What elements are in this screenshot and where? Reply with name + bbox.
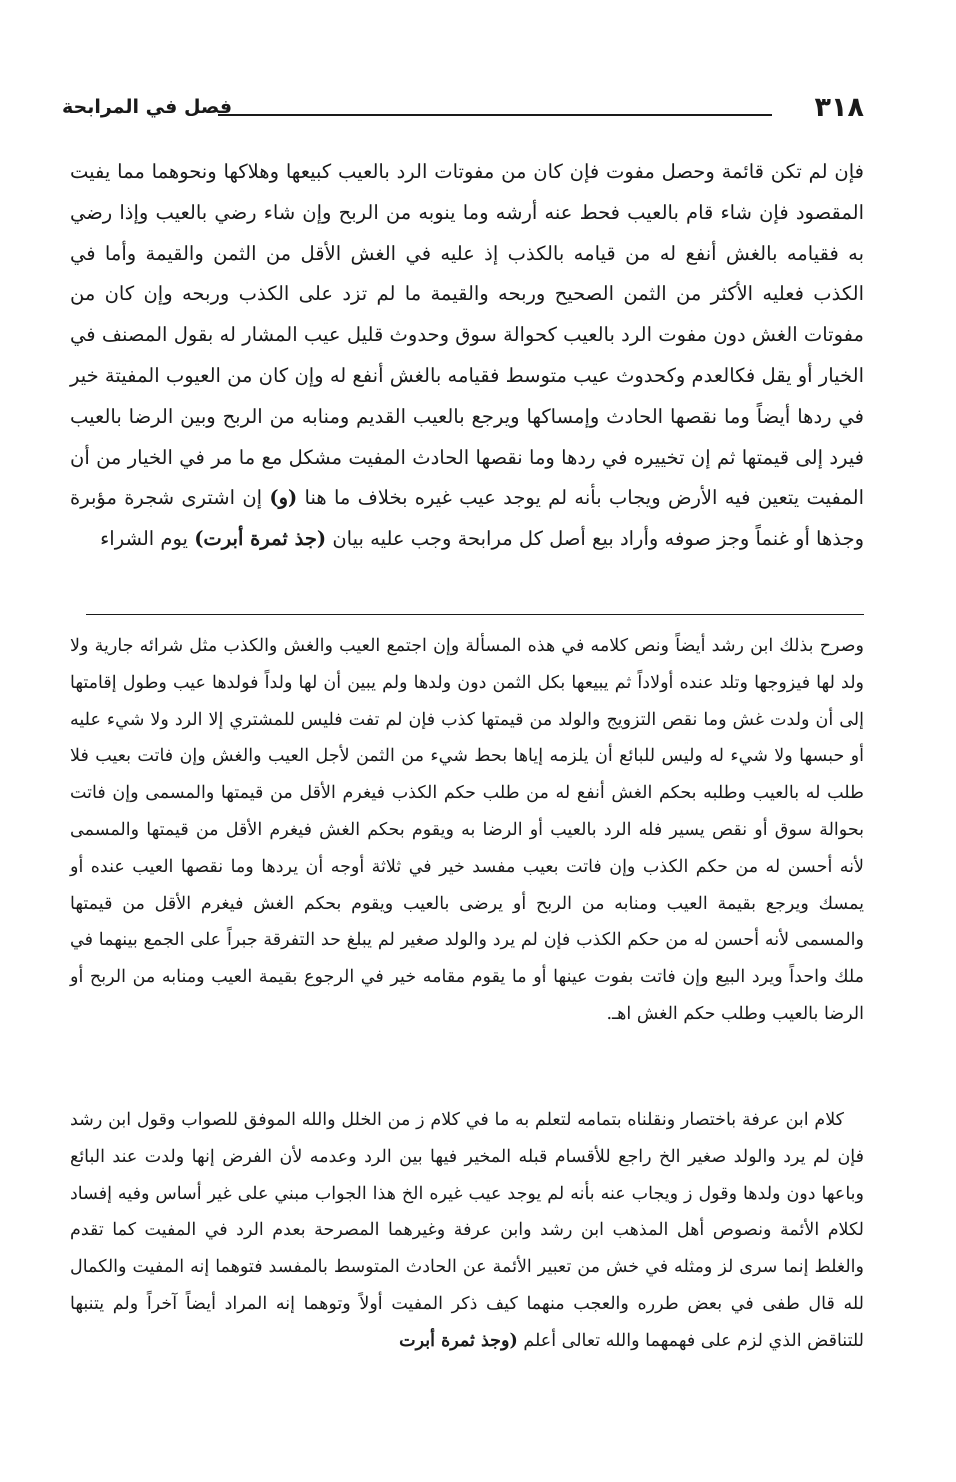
footnote-divider — [86, 614, 864, 615]
page-number: ٣١٨ — [814, 92, 864, 123]
main-text-bold-phrase: (جذ ثمرة أبرت) — [194, 527, 327, 551]
footnote-paragraph-2-bold: (وجذ ثمرة أبرت — [399, 1330, 518, 1351]
footnote-paragraph-2 — [70, 1102, 864, 1360]
chapter-title: فصل في المرابحة — [62, 96, 233, 118]
main-text-part2: إن اشترى شجرة مؤبرة وجذها أو غنماً وجز صوفه وأراد بيع أصل كل مرابحة وجب عليه بيان — [70, 486, 864, 551]
main-text-part1: فإن لم تكن قائمة وحصل مفوت فإن كان من مفوتات الرد بالعيب كبيعها وهلاكها ونحوهما مما يفيت المقصود فإن شاء قام بالعيب فحط عنه أرشه وما ينوبه من الربح وإن شاء رضي بالعيب وإذا رضي به فقيامه بالغش أنفع له من قيامه بالكذب إذ عليه في الغش الأقل من الثمن والقيمة وأما في الكذب فعليه الأكثر من الثمن الصحيح وربحه والقيمة ما لم تزد على الكذب وربحه وإن كان من مفوتات الغش دون مفوت الرد بالعيب كحوالة سوق وحدوث قليل عيب المشار له بقول المصنف في الخيار أو يقل فكالعدم وكحدوث عيب متوسط فقيامه بالغش أنفع له وإن كان من العيوب المفيتة خير في ردها أيضاً وما نقصها الحادث وإمساكها ويرجع بالعيب القديم ومنابه من الربح وبين الرضا بالعيب فيرد إلى قيمتها ثم إن تخييره في ردها وما نقصها الحادث المفيت مشكل مع ما مر في الخيار من أن المفيت يتعين فيه الأرض ويجاب بأنه لم يوجد عيب غيره بخلاف ما هنا — [70, 160, 864, 510]
header-rule — [218, 114, 772, 116]
footnote-paragraph-1: وصرح بذلك ابن رشد أيضاً ونص كلامه في هذه المسألة وإن اجتمع العيب والغش والكذب مثل شرائه جارية ولا ولد لها فيزوجها وتلد عنده أولاداً ثم يبيعها بكل الثمن دون ولدها ولم يبين أن لها ولداً فولدها عيب وطول إقامتها إلى أن ولدت غش وما نقص التزويج والولد من قيمتها كذب فإن لم تفت فليس للمشتري إلا الرد ولا شيء عليه أو حبسها ولا شيء له وليس للبائع أن يلزمه إياها بحط شيء من الثمن لأجل العيب والغش وإن فاتت بعيب فلا طلب له بالعيب وطلبه بحكم الغش أنفع له من طلب حكم الكذب فيغرم الأقل من قيمتها والمسمى وإن فاتت بحوالة سوق أو نقص يسير فله الرد بالعيب أو الرضا به ويقوم بحكم الغش فيغرم الأقل من قيمتها والمسمى لأنه أحسن له من حكم الكذب وإن فاتت بعيب مفسد خير في ثلاثة أوجه أن يردها وما نقصها العيب عنده أو يمسك ويرجع بقيمة العيب ومنابه من الربح أو يرضى بالعيب ويقوم بحكم الغش فيغرم الأقل من قيمتها والمسمى لأنه أحسن له من حكم الكذب فإن لم يرد والولد صغير لم يبلغ حد التفرقة جبراً على الجمع بينهما في ملك واحداً ويرد البيع وإن فاتت بفوت عينها أو ما يقوم مقامه خير في الرجوع بقيمة العيب ومنابه من الربح أو الرضا بالعيب وطلب حكم الغش اهـ. — [70, 636, 864, 1024]
main-text-part3: يوم الشراء — [100, 527, 195, 551]
main-text — [70, 152, 864, 560]
footnote-paragraph-2-text: كلام ابن عرفة باختصار ونقلناه بتمامه لتعلم به ما في كلام ز من الخلل والله الموفق للصواب وقول ابن رشد فإن لم يرد والولد صغير الخ راجع للأقسام قبله المخير فيها بين الرد وعدمه لأن الفرض إنها ولدت عند البائع وباعها دون ولدها وقول ز ويجاب عنه بأنه لم يوجد عيب غيره الخ هذا الجواب مبني على غير أساس وفيه إفساد لكلام الأئمة ونصوص أهل المذهب ابن رشد وابن عرفة وغيرهما المصرحة بعدم الرد في المفيت كما تقدم والغلط إنما سرى لز ومثله في خش من تعبير الأئمة عن الحادث المتوسط بالمفسد فتوهما إنه المفيت والكمال لله قال طفى في بعض طرره والعجب منهما كيف ذكر المفيت أولاً وتوهما إنه المراد أيضاً آخراً ولم يتنبها للتناقض الذي لزم على فهمهما والله تعالى أعلم — [70, 1110, 864, 1351]
main-text-connector: (و) — [269, 486, 298, 510]
page-header — [62, 86, 864, 132]
